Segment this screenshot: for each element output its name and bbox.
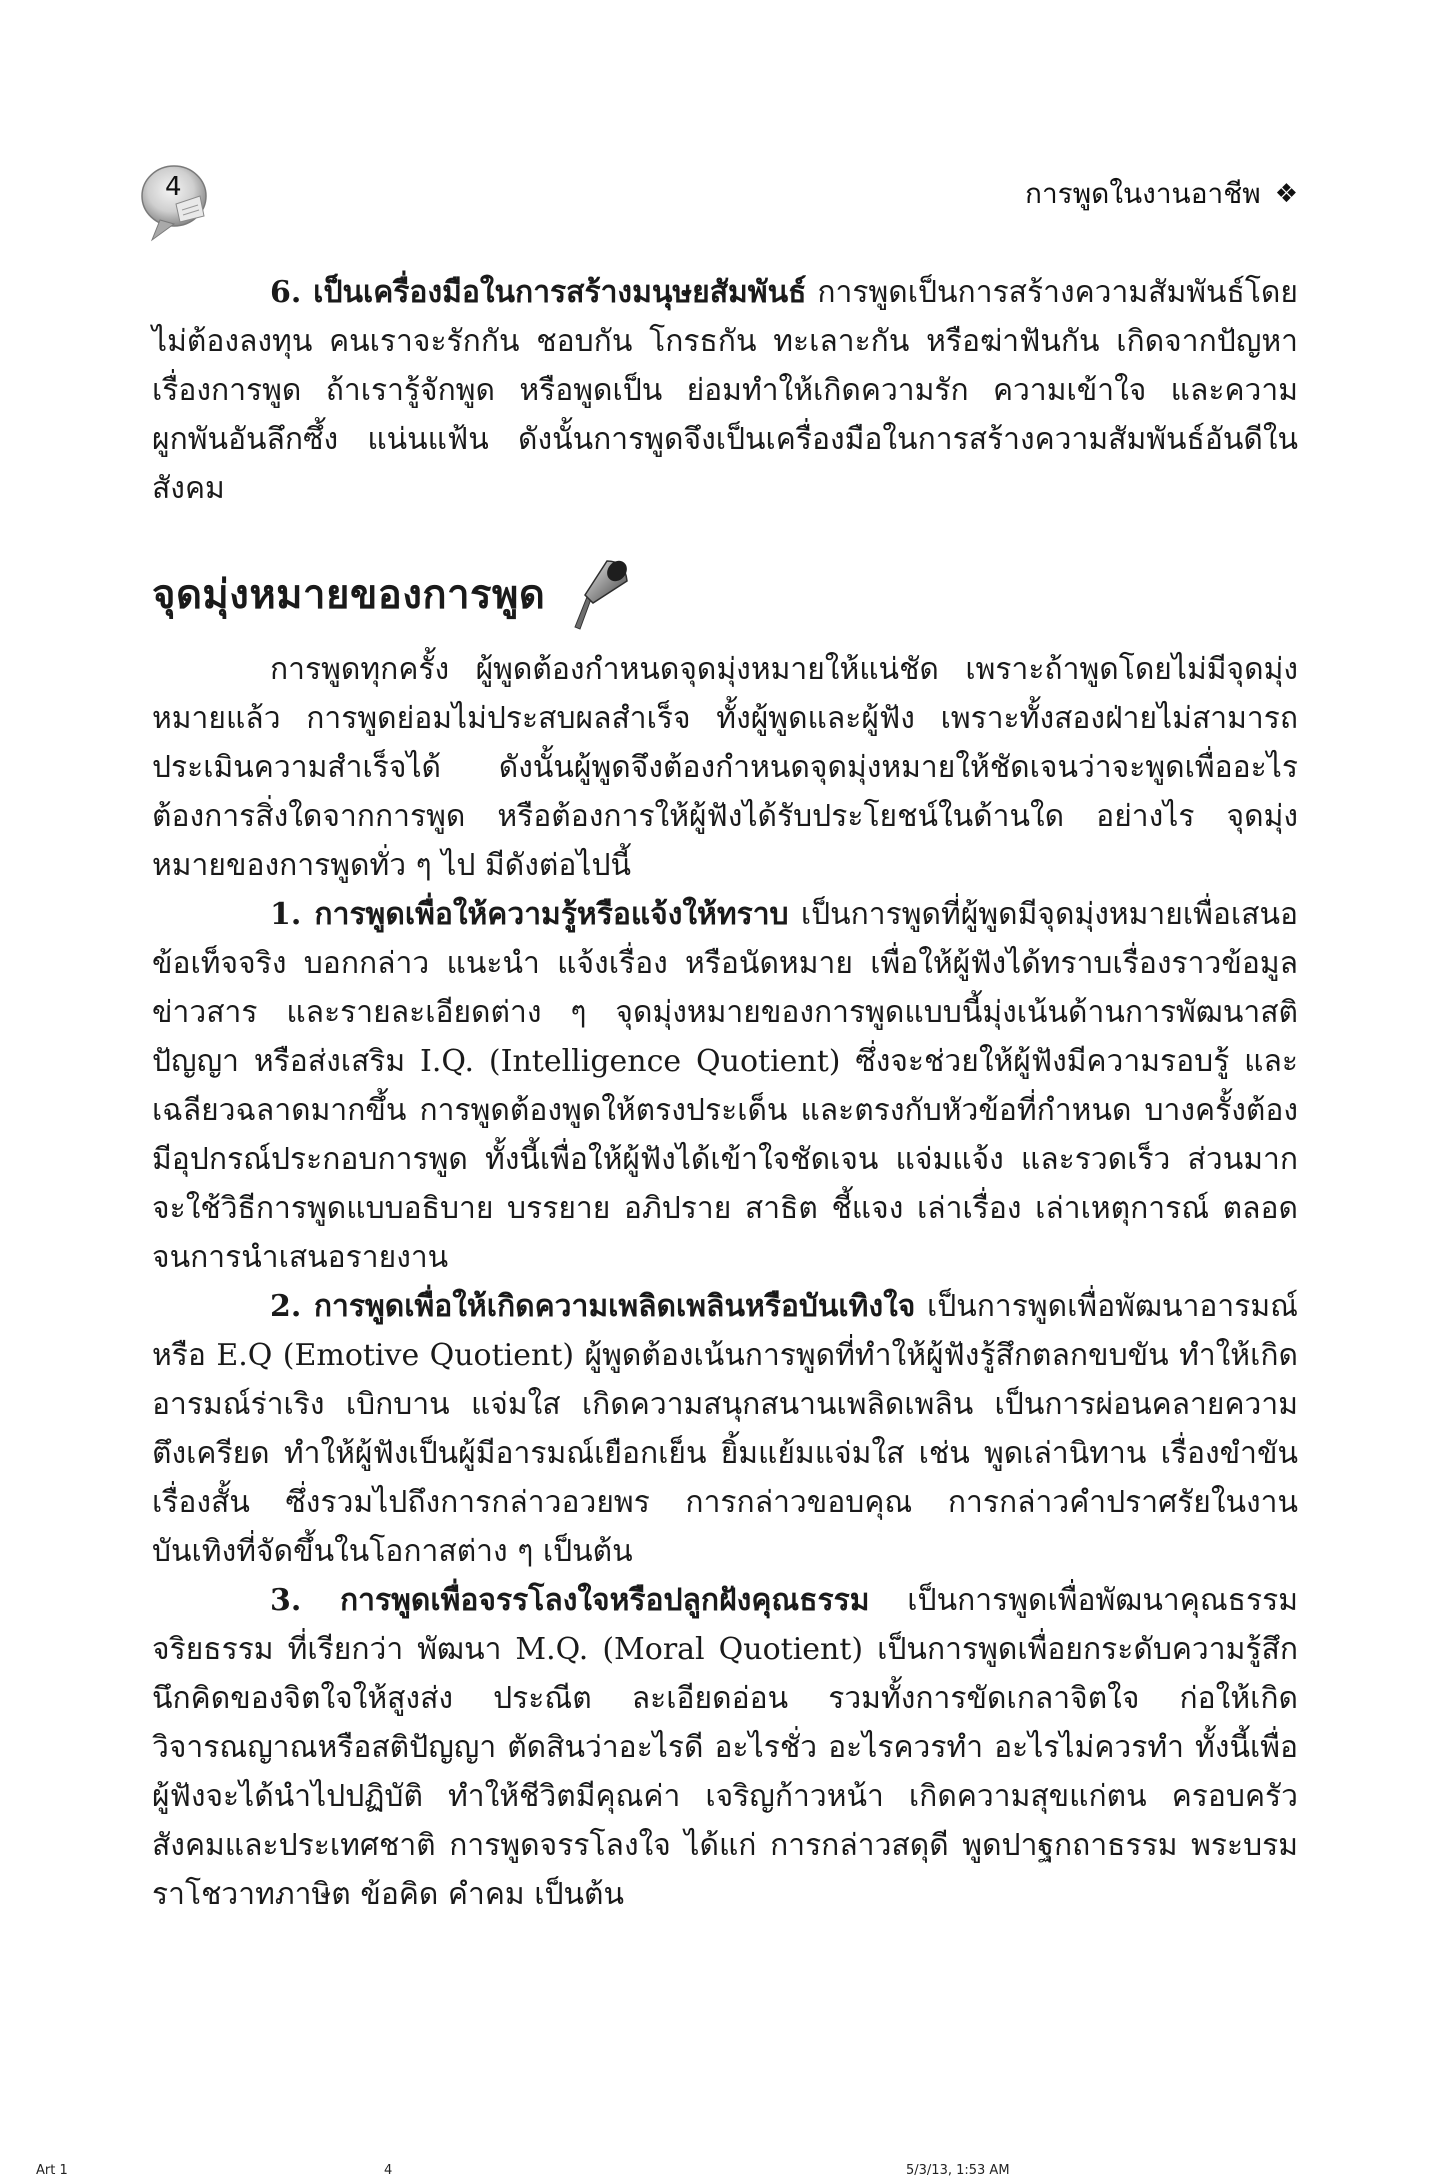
page-content bbox=[152, 268, 1298, 1919]
purpose-item-1 bbox=[152, 890, 1298, 1282]
purpose-item-2 bbox=[152, 1282, 1298, 1576]
section-lead-paragraph: การพูดทุกครั้ง ผู้พูดต้องกำหนดจุดมุ่งหมายให้แน่ชัด เพราะถ้าพูดโดยไม่มีจุดมุ่งหมายแล้ว การพูดย่อมไม่ประสบผลสำเร็จ ทั้งผู้พูดและผู้ฟัง เพราะทั้งสองฝ่ายไม่สามารถประเมินความสำเร็จได้ ดังนั้นผู้พูดจึงต้องกำหนดจุดมุ่งหมายให้ชัดเจนว่าจะพูดเพื่ออะไร ต้องการสิ่งใดจากการพูด หรือต้องการให้ผู้ฟังได้รับประโยชน์ในด้านใด อย่างไร จุดมุ่งหมายของการพูดทั่ว ๆ ไป มีดังต่อไปนี้ bbox=[152, 652, 1298, 883]
paragraph-item-6 bbox=[152, 268, 1298, 513]
page-number: 4 bbox=[165, 172, 182, 202]
purpose-item-3-heading: 3. การพูดเพื่อจรรโลงใจหรือปลูกฝังคุณธรรม bbox=[270, 1583, 870, 1618]
section-heading-row bbox=[152, 557, 1298, 631]
purpose-item-1-body: เป็นการพูดที่ผู้พูดมีจุดมุ่งหมายเพื่อเสนอข้อเท็จจริง บอกกล่าว แนะนำ แจ้งเรื่อง หรือนัดหมาย เพื่อให้ผู้ฟังได้ทราบเรื่องราวข้อมูล ข่าวสาร และรายละเอียดต่าง ๆ จุดมุ่งหมายของการพูดแบบนี้มุ่งเน้นด้านการพัฒนาสติปัญญา หรือส่งเสริม I.Q. (Intelligence Quotient) ซึ่งจะช่วยให้ผู้ฟังมีความรอบรู้ และเฉลียวฉลาดมากขึ้น การพูดต้องพูดให้ตรงประเด็น และตรงกับหัวข้อที่กำหนด บางครั้งต้องมีอุปกรณ์ประกอบการพูด ทั้งนี้เพื่อให้ผู้ฟังได้เข้าใจชัดเจน แจ่มแจ้ง และรวดเร็ว ส่วนมากจะใช้วิธีการพูดแบบอธิบาย บรรยาย อภิปราย สาธิต ชี้แจง เล่าเรื่อง เล่าเหตุการณ์ ตลอดจนการนำเสนอรายงาน bbox=[152, 897, 1298, 1275]
footer-file-name: Art 1 bbox=[36, 2163, 68, 2178]
purpose-item-3-body: เป็นการพูดเพื่อพัฒนาคุณธรรมจริยธรรม ที่เรียกว่า พัฒนา M.Q. (Moral Quotient) เป็นการพูดเพื่อยกระดับความรู้สึกนึกคิดของจิตใจให้สูงส่ง ประณีต ละเอียดอ่อน รวมทั้งการขัดเกลาจิตใจ ก่อให้เกิดวิจารณญาณหรือสติปัญญา ตัดสินว่าอะไรดี อะไรชั่ว อะไรควรทำ อะไรไม่ควรทำ ทั้งนี้เพื่อผู้ฟังจะได้นำไปปฏิบัติ ทำให้ชีวิตมีคุณค่า เจริญก้าวหน้า เกิดความสุขแก่ตน ครอบครัว สังคมและประเทศชาติ การพูดจรรโลงใจ ได้แก่ การกล่าวสดุดี พูดปาฐกถาธรรม พระบรมราโชวาทภาษิต ข้อคิด คำคม เป็นต้น bbox=[152, 1583, 1298, 1912]
purpose-item-1-heading: 1. การพูดเพื่อให้ความรู้หรือแจ้งให้ทราบ bbox=[270, 897, 789, 932]
item-6-heading: 6. เป็นเครื่องมือในการสร้างมนุษยสัมพันธ์ bbox=[270, 275, 807, 310]
megaphone-icon bbox=[567, 557, 631, 631]
running-header bbox=[1025, 172, 1298, 216]
ornament-diamond-icon: ❖ bbox=[1274, 179, 1298, 209]
print-slug-footer bbox=[0, 2163, 1448, 2181]
purpose-item-3 bbox=[152, 1576, 1298, 1919]
running-title: การพูดในงานอาชีพ bbox=[1024, 177, 1261, 210]
section-heading: จุดมุ่งหมายของการพูด bbox=[152, 572, 546, 618]
item-6-body: การพูดเป็นการสร้างความสัมพันธ์โดยไม่ต้องลงทุน คนเราจะรักกัน ชอบกัน โกรธกัน ทะเลาะกัน หรือฆ่าฟันกัน เกิดจากปัญหาเรื่องการพูด ถ้าเรารู้จักพูด หรือพูดเป็น ย่อมทำให้เกิดความรัก ความเข้าใจ และความผูกพันอันลึกซึ้ง แน่นแฟ้น ดังนั้นการพูดจึงเป็นเครื่องมือในการสร้างความสัมพันธ์อันดีในสังคม bbox=[152, 275, 1298, 506]
purpose-item-2-body: เป็นการพูดเพื่อพัฒนาอารมณ์หรือ E.Q (Emotive Quotient) ผู้พูดต้องเน้นการพูดที่ทำให้ผู้ฟังรู้สึกตลกขบขัน ทำให้เกิดอารมณ์ร่าเริง เบิกบาน แจ่มใส เกิดความสนุกสนานเพลิดเพลิน เป็นการผ่อนคลายความตึงเครียด ทำให้ผู้ฟังเป็นผู้มีอารมณ์เยือกเย็น ยิ้มแย้มแจ่มใส เช่น พูดเล่านิทาน เรื่องขำขันเรื่องสั้น ซึ่งรวมไปถึงการกล่าวอวยพร การกล่าวขอบคุณ การกล่าวคำปราศรัยในงานบันเทิงที่จัดขึ้นในโอกาสต่าง ๆ เป็นต้น bbox=[152, 1289, 1298, 1569]
footer-timestamp: 5/3/13, 1:53 AM bbox=[906, 2163, 1010, 2178]
purpose-item-2-heading: 2. การพูดเพื่อให้เกิดความเพลิดเพลินหรือบันเทิงใจ bbox=[270, 1289, 916, 1324]
footer-page-number: 4 bbox=[384, 2163, 393, 2178]
